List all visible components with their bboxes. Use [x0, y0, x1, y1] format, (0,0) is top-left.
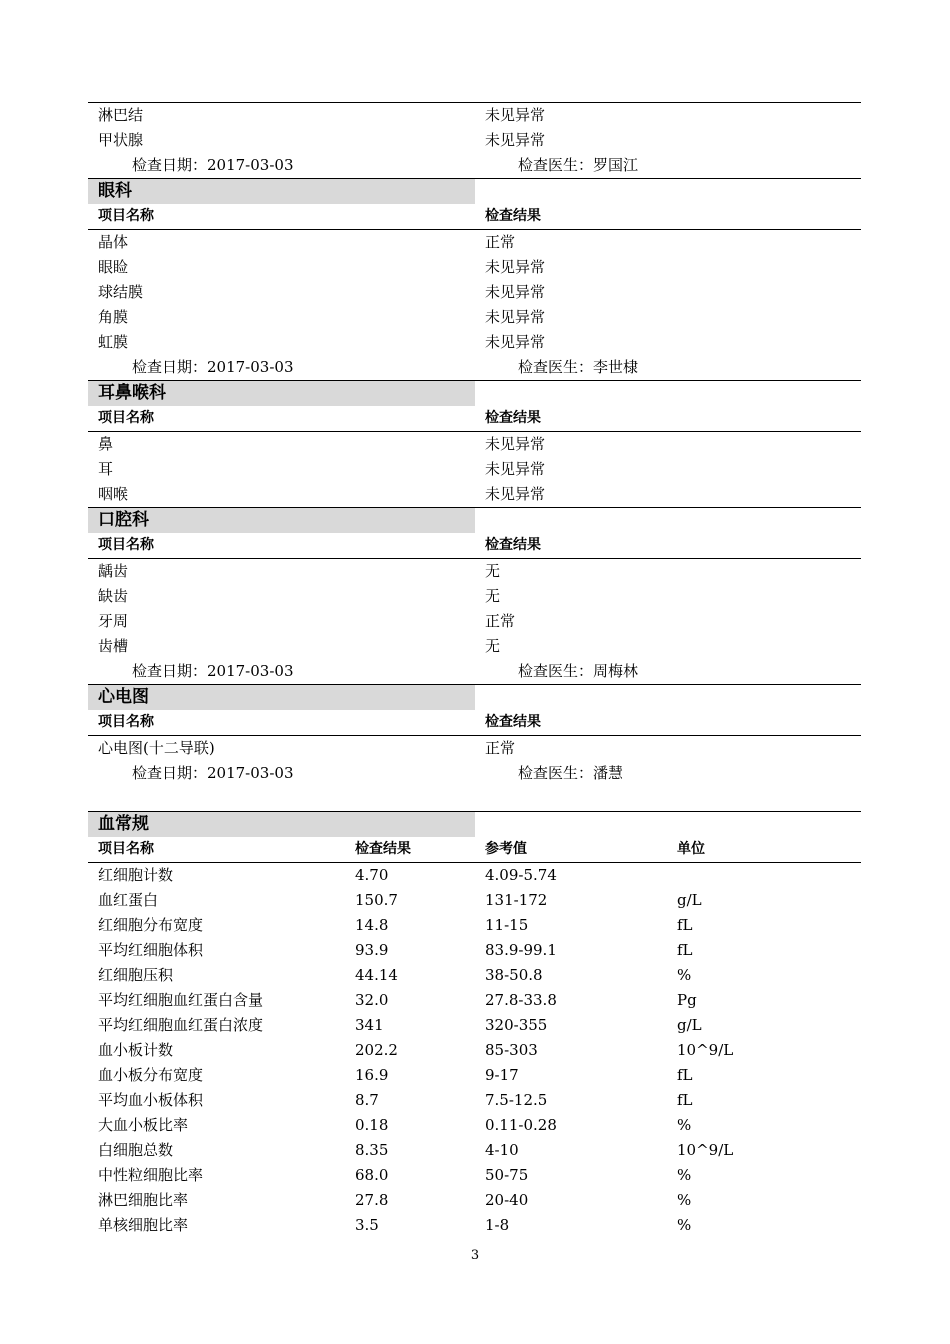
lab-item-reference: 38-50.8 — [485, 966, 543, 984]
result-row — [88, 255, 861, 280]
item-result: 正常 — [485, 612, 516, 630]
item-result: 未见异常 — [485, 485, 546, 503]
lab-row — [88, 863, 861, 888]
col-header-item: 项目名称 — [98, 714, 154, 730]
lab-item-name: 平均红细胞血红蛋白含量 — [98, 991, 264, 1009]
lab-item-result: 3.5 — [355, 1216, 379, 1234]
item-name: 齿槽 — [98, 637, 129, 655]
item-name: 龋齿 — [98, 562, 129, 580]
item-name: 晶体 — [98, 233, 129, 251]
exam-section — [88, 684, 861, 786]
result-row — [88, 482, 861, 507]
col-header-unit: 单位 — [677, 841, 705, 857]
lab-item-reference: 0.11-0.28 — [485, 1116, 557, 1134]
item-result: 未见异常 — [485, 131, 546, 149]
exam-doctor: 检查医生：潘慧 — [518, 764, 624, 782]
col-header-item: 项目名称 — [98, 841, 154, 857]
item-result: 未见异常 — [485, 460, 546, 478]
lab-item-name: 红细胞计数 — [98, 866, 174, 884]
exam-sections — [88, 178, 861, 786]
result-row — [88, 559, 861, 584]
section-header — [88, 811, 861, 837]
lab-item-name: 白细胞总数 — [98, 1141, 174, 1159]
result-row — [88, 609, 861, 634]
lab-item-reference: 11-15 — [485, 916, 529, 934]
lab-row — [88, 1013, 861, 1038]
exam-section — [88, 178, 861, 380]
lab-item-reference: 85-303 — [485, 1041, 538, 1059]
lab-item-unit: fL — [677, 1091, 693, 1109]
lab-item-result: 341 — [355, 1016, 384, 1034]
lab-item-reference: 4.09-5.74 — [485, 866, 557, 884]
item-result: 无 — [485, 562, 501, 580]
section-title: 血常规 — [88, 812, 475, 837]
section-header — [88, 507, 861, 533]
item-name: 耳 — [98, 460, 114, 478]
item-result: 未见异常 — [485, 435, 546, 453]
lab-column-header — [88, 837, 861, 863]
lab-item-reference: 320-355 — [485, 1016, 548, 1034]
exam-footer — [88, 355, 861, 380]
lab-item-name: 红细胞压积 — [98, 966, 174, 984]
column-header — [88, 710, 861, 736]
lab-item-unit: 10^9/L — [677, 1141, 734, 1159]
result-row — [88, 330, 861, 355]
item-name: 心电图(十二导联) — [98, 739, 215, 757]
blood-routine-section — [88, 811, 861, 1238]
column-header — [88, 204, 861, 230]
page-number: 3 — [470, 1248, 480, 1263]
lab-item-reference: 20-40 — [485, 1191, 529, 1209]
lab-item-unit: g/L — [677, 1016, 702, 1034]
section-spacer — [88, 786, 861, 811]
lab-item-unit: Pg — [677, 991, 697, 1009]
lab-item-name: 中性粒细胞比率 — [98, 1166, 204, 1184]
lab-item-name: 血红蛋白 — [98, 891, 159, 909]
lymph-thyroid-block — [88, 103, 861, 178]
lab-item-result: 93.9 — [355, 941, 389, 959]
exam-date: 检查日期：2017-03-03 — [132, 156, 294, 174]
item-name: 缺齿 — [98, 587, 129, 605]
item-result: 未见异常 — [485, 283, 546, 301]
lab-item-result: 16.9 — [355, 1066, 389, 1084]
result-row — [88, 305, 861, 330]
lab-item-name: 淋巴细胞比率 — [98, 1191, 189, 1209]
result-row — [88, 432, 861, 457]
lab-row — [88, 1163, 861, 1188]
exam-date: 检查日期：2017-03-03 — [132, 764, 294, 782]
lab-rows — [88, 863, 861, 1238]
exam-doctor: 检查医生：周梅林 — [518, 662, 639, 680]
exam-section — [88, 380, 861, 507]
lab-item-name: 大血小板比率 — [98, 1116, 189, 1134]
item-name: 甲状腺 — [98, 131, 144, 149]
exam-footer — [88, 659, 861, 684]
col-header-item: 项目名称 — [98, 410, 154, 426]
lab-item-result: 44.14 — [355, 966, 398, 984]
result-row — [88, 584, 861, 609]
item-name: 眼睑 — [98, 258, 129, 276]
lab-item-reference: 83.9-99.1 — [485, 941, 557, 959]
exam-doctor: 检查医生：罗国江 — [518, 156, 639, 174]
item-name: 咽喉 — [98, 485, 129, 503]
item-name: 球结膜 — [98, 283, 144, 301]
column-header — [88, 533, 861, 559]
lab-row — [88, 1188, 861, 1213]
section-header — [88, 178, 861, 204]
lab-item-unit: g/L — [677, 891, 702, 909]
item-result: 无 — [485, 587, 501, 605]
lab-item-reference: 50-75 — [485, 1166, 529, 1184]
col-header-result: 检查结果 — [485, 714, 541, 730]
lab-item-unit: fL — [677, 916, 693, 934]
lab-row — [88, 1038, 861, 1063]
section-title: 眼科 — [88, 179, 475, 204]
lab-row — [88, 938, 861, 963]
result-row — [88, 103, 861, 128]
result-row — [88, 280, 861, 305]
exam-footer — [88, 761, 861, 786]
exam-footer — [88, 153, 861, 178]
item-result: 正常 — [485, 233, 516, 251]
item-result: 未见异常 — [485, 308, 546, 326]
item-result: 未见异常 — [485, 258, 546, 276]
result-row — [88, 128, 861, 153]
col-header-result: 检查结果 — [485, 208, 541, 224]
result-row — [88, 634, 861, 659]
col-header-reference: 参考值 — [485, 841, 527, 857]
lab-item-name: 平均红细胞体积 — [98, 941, 204, 959]
lab-item-unit: % — [677, 1166, 692, 1184]
lab-item-name: 血小板分布宽度 — [98, 1066, 204, 1084]
lab-item-unit: fL — [677, 1066, 693, 1084]
lab-item-result: 32.0 — [355, 991, 389, 1009]
item-name: 鼻 — [98, 435, 114, 453]
report-page — [88, 102, 861, 1238]
lab-item-result: 150.7 — [355, 891, 398, 909]
lab-item-name: 平均红细胞血红蛋白浓度 — [98, 1016, 264, 1034]
lab-item-name: 单核细胞比率 — [98, 1216, 189, 1234]
lab-row — [88, 888, 861, 913]
col-header-result: 检查结果 — [485, 537, 541, 553]
item-name: 牙周 — [98, 612, 129, 630]
section-title: 心电图 — [88, 685, 475, 710]
item-name: 虹膜 — [98, 333, 129, 351]
lab-row — [88, 1138, 861, 1163]
lab-item-reference: 9-17 — [485, 1066, 519, 1084]
lab-item-name: 平均血小板体积 — [98, 1091, 204, 1109]
lab-item-unit: 10^9/L — [677, 1041, 734, 1059]
lab-item-result: 4.70 — [355, 866, 389, 884]
lab-item-result: 8.35 — [355, 1141, 389, 1159]
item-name: 角膜 — [98, 308, 129, 326]
lab-item-reference: 27.8-33.8 — [485, 991, 557, 1009]
item-result: 未见异常 — [485, 333, 546, 351]
lab-item-reference: 4-10 — [485, 1141, 519, 1159]
result-row — [88, 736, 861, 761]
col-header-item: 项目名称 — [98, 208, 154, 224]
item-result: 无 — [485, 637, 501, 655]
lab-item-result: 14.8 — [355, 916, 389, 934]
result-row — [88, 230, 861, 255]
lab-item-unit: % — [677, 1191, 692, 1209]
lab-item-reference: 131-172 — [485, 891, 548, 909]
exam-date: 检查日期：2017-03-03 — [132, 358, 294, 376]
section-title: 口腔科 — [88, 508, 475, 533]
item-name: 淋巴结 — [98, 106, 144, 124]
exam-section — [88, 507, 861, 684]
section-header — [88, 380, 861, 406]
lab-item-result: 202.2 — [355, 1041, 398, 1059]
exam-date: 检查日期：2017-03-03 — [132, 662, 294, 680]
lab-row — [88, 988, 861, 1013]
lab-item-reference: 7.5-12.5 — [485, 1091, 548, 1109]
lab-item-result: 0.18 — [355, 1116, 389, 1134]
lab-item-unit: fL — [677, 941, 693, 959]
section-header — [88, 684, 861, 710]
lab-item-unit: % — [677, 1216, 692, 1234]
lab-row — [88, 1063, 861, 1088]
result-row — [88, 457, 861, 482]
col-header-result: 检查结果 — [485, 410, 541, 426]
lab-item-unit: % — [677, 966, 692, 984]
lab-row — [88, 1088, 861, 1113]
lab-row — [88, 913, 861, 938]
item-result: 正常 — [485, 739, 516, 757]
lab-item-result: 27.8 — [355, 1191, 389, 1209]
col-header-result: 检查结果 — [355, 841, 411, 857]
lab-row — [88, 963, 861, 988]
lab-item-result: 8.7 — [355, 1091, 379, 1109]
col-header-item: 项目名称 — [98, 537, 154, 553]
lab-item-result: 68.0 — [355, 1166, 389, 1184]
lab-item-reference: 1-8 — [485, 1216, 510, 1234]
lab-row — [88, 1113, 861, 1138]
column-header — [88, 406, 861, 432]
lab-row — [88, 1213, 861, 1238]
section-title: 耳鼻喉科 — [88, 381, 475, 406]
item-result: 未见异常 — [485, 106, 546, 124]
exam-doctor: 检查医生：李世棣 — [518, 358, 639, 376]
lab-item-name: 血小板计数 — [98, 1041, 174, 1059]
lab-item-name: 红细胞分布宽度 — [98, 916, 204, 934]
lab-item-unit: % — [677, 1116, 692, 1134]
